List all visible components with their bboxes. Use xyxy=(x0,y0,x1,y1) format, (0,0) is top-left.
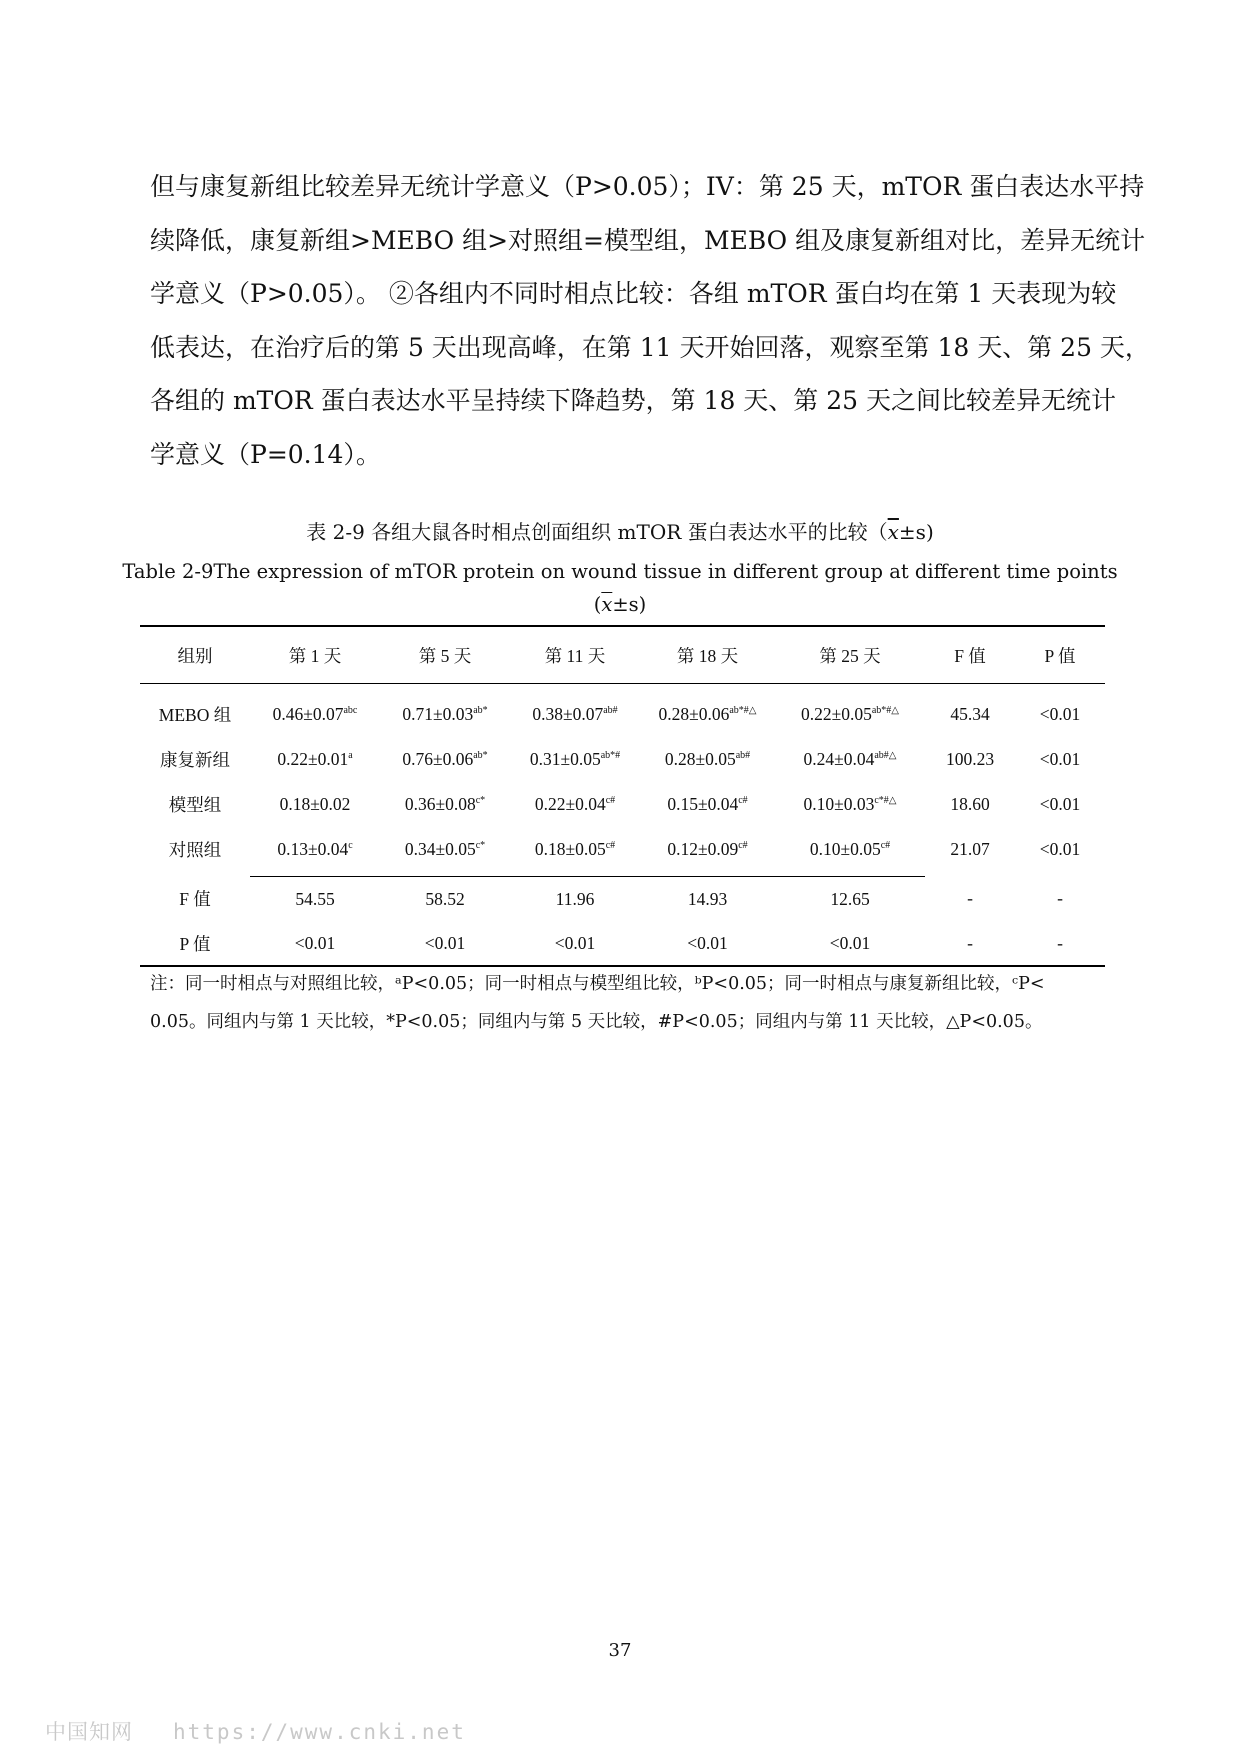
group-name-cell: 模型组 xyxy=(168,795,222,815)
stat-cell: 58.52 xyxy=(380,877,510,922)
significance-marker: c xyxy=(348,840,353,851)
table-footnote xyxy=(150,965,1095,1041)
value-cell xyxy=(640,737,775,782)
f-value-row xyxy=(140,877,1105,922)
p-value-cell: <0.01 xyxy=(1039,749,1081,769)
row-label: P 值 xyxy=(140,921,250,966)
stat-cell: - xyxy=(1057,888,1063,909)
mean-sd-value: 0.38±0.07 xyxy=(532,704,604,724)
value-cell xyxy=(510,737,640,782)
table-row xyxy=(140,684,1105,738)
body-line: 各组的 mTOR 蛋白表达水平呈持续下降趋势，第 18 天、第 25 天之间比较差异无统计 xyxy=(150,386,1117,415)
value-cell xyxy=(380,684,510,738)
caption-cn-text: 表 2-9 各组大鼠各时相点创面组织 mTOR 蛋白表达水平的比较（ xyxy=(306,520,888,544)
watermark-url: https://www.cnki.net xyxy=(173,1720,466,1744)
value-cell xyxy=(775,737,925,782)
f-value-cell: 18.60 xyxy=(950,794,990,814)
mean-sd-value: 0.28±0.06 xyxy=(658,704,730,724)
page-number: 37 xyxy=(608,1640,632,1661)
value-cell xyxy=(250,737,380,782)
f-value-cell: 100.23 xyxy=(945,749,995,769)
mean-sd-value: 0.22±0.04 xyxy=(534,794,606,814)
stat-cell: <0.01 xyxy=(380,921,510,966)
mean-sd-value: 0.36±0.08 xyxy=(404,794,476,814)
significance-marker: c# xyxy=(880,840,891,851)
column-header: P 值 xyxy=(1015,626,1105,684)
expression-table xyxy=(140,625,1105,967)
row-label: F 值 xyxy=(179,889,211,910)
stat-cell: - xyxy=(967,888,973,909)
significance-marker: ab*# xyxy=(600,750,621,761)
mean-sd-value: 0.46±0.07 xyxy=(272,704,344,724)
value-cell xyxy=(250,684,380,738)
p-value-cell: <0.01 xyxy=(1039,704,1081,724)
value-cell xyxy=(640,827,775,877)
significance-marker: ab* xyxy=(473,705,488,716)
stat-cell: <0.01 xyxy=(510,921,640,966)
mean-sd-value: 0.24±0.04 xyxy=(803,749,875,769)
value-cell xyxy=(380,782,510,827)
body-paragraph xyxy=(150,160,1150,481)
column-header: 组别 xyxy=(140,626,250,684)
mean-sd-value: 0.10±0.05 xyxy=(809,839,881,859)
mean-sd-value: 0.28±0.05 xyxy=(664,749,736,769)
value-cell xyxy=(380,737,510,782)
significance-marker: c# xyxy=(738,795,748,806)
significance-marker: ab* xyxy=(473,750,488,761)
value-cell xyxy=(775,827,925,877)
stat-cell: - xyxy=(925,921,1015,966)
group-name-cell: MEBO 组 xyxy=(158,705,232,725)
body-line: 低表达，在治疗后的第 5 天出现高峰，在第 11 天开始回落，观察至第 18 天、第 25 天， xyxy=(150,332,1150,362)
mean-sd-value: 0.22±0.01 xyxy=(277,749,349,769)
mean-sd-value: 0.76±0.06 xyxy=(402,749,474,769)
significance-marker: ab# xyxy=(735,750,751,761)
table-caption-en: Table 2-9The expression of mTOR protein on wound tissue in different group at different time points xyxy=(122,560,1118,583)
stat-cell: 14.93 xyxy=(640,877,775,922)
significance-marker: c* xyxy=(475,795,486,806)
footnote-line: 0.05。同组内与第 1 天比较，*P<0.05；同组内与第 5 天比较，#P<0.05；同组内与第 11 天比较，△P<0.05。 xyxy=(150,1012,1043,1032)
significance-marker: c* xyxy=(475,840,486,851)
body-line: 续降低，康复新组>MEBO 组>对照组=模型组，MEBO 组及康复新组对比，差异无统计 xyxy=(150,225,1146,255)
column-header: 第 25 天 xyxy=(775,626,925,684)
significance-marker: ab#△ xyxy=(874,750,897,761)
mean-sd-value: 0.18±0.02 xyxy=(279,794,351,814)
stat-cell: - xyxy=(1015,921,1105,966)
mean-sd-value: 0.13±0.04 xyxy=(277,839,349,859)
value-cell xyxy=(510,684,640,738)
stat-cell: 12.65 xyxy=(775,877,925,922)
significance-marker: c# xyxy=(738,840,748,851)
watermark-brand: 中国知网 xyxy=(45,1720,133,1744)
mean-symbol: $\overline{x}$ xyxy=(601,593,613,616)
caption-en2-open: ( xyxy=(593,593,602,616)
significance-marker: ab# xyxy=(603,705,618,716)
f-value-cell: 21.07 xyxy=(950,839,990,860)
stat-cell: <0.01 xyxy=(775,921,925,966)
stat-cell: 54.55 xyxy=(250,877,380,922)
header-row xyxy=(140,626,1105,684)
value-cell xyxy=(250,827,380,877)
value-cell xyxy=(510,827,640,877)
table-row xyxy=(140,782,1105,827)
mean-sd-value: 0.34±0.05 xyxy=(404,839,476,859)
p-value-row xyxy=(140,921,1105,966)
mean-sd-value: 0.31±0.05 xyxy=(529,749,601,769)
stat-cell: 11.96 xyxy=(510,877,640,922)
stat-cell: <0.01 xyxy=(640,921,775,966)
table-row xyxy=(140,737,1105,782)
column-header: 第 5 天 xyxy=(380,626,510,684)
significance-marker: a xyxy=(348,750,353,761)
p-value-cell: <0.01 xyxy=(1039,839,1081,860)
body-line: 但与康复新组比较差异无统计学意义（P>0.05）；IV：第 25 天，mTOR 蛋白表达水平持 xyxy=(150,172,1145,201)
column-header: 第 18 天 xyxy=(640,626,775,684)
column-header: 第 1 天 xyxy=(250,626,380,684)
value-cell xyxy=(640,782,775,827)
table-caption-en-suffix xyxy=(0,593,1240,617)
mean-sd-value: 0.10±0.03 xyxy=(803,794,875,814)
value-cell xyxy=(510,782,640,827)
significance-marker: c# xyxy=(605,795,616,806)
footnote-line: 注：同一时相点与对照组比较，ᵃP<0.05；同一时相点与模型组比较，ᵇP<0.05；同一时相点与康复新组比较，ᶜP< xyxy=(150,974,1045,994)
mean-sd-value: 0.15±0.04 xyxy=(667,794,739,814)
body-line: 学意义（P=0.14）。 xyxy=(150,439,381,469)
watermark xyxy=(45,1716,466,1746)
column-header: 第 11 天 xyxy=(510,626,640,684)
p-value-cell: <0.01 xyxy=(1039,794,1081,814)
table-caption-cn xyxy=(0,518,1240,546)
value-cell xyxy=(250,782,380,827)
caption-cn-end: ±s) xyxy=(898,520,934,544)
column-header: F 值 xyxy=(925,626,1015,684)
mean-sd-value: 0.18±0.05 xyxy=(534,839,606,859)
significance-marker: c# xyxy=(605,840,616,851)
mean-sd-value: 0.12±0.09 xyxy=(667,839,739,859)
value-cell xyxy=(775,684,925,738)
stat-cell: <0.01 xyxy=(250,921,380,966)
value-cell xyxy=(775,782,925,827)
value-cell xyxy=(380,827,510,877)
significance-marker: abc xyxy=(343,705,358,716)
value-cell xyxy=(640,684,775,738)
significance-marker: ab*#△ xyxy=(729,705,757,716)
mean-symbol: $\overline{x}$ xyxy=(887,520,899,544)
mean-sd-value: 0.22±0.05 xyxy=(801,704,872,724)
group-name-cell: 康复新组 xyxy=(160,750,230,770)
table-row xyxy=(140,827,1105,877)
body-line: 学意义（P>0.05）。 ②各组内不同时相点比较：各组 mTOR 蛋白均在第 1 天表现为较 xyxy=(150,279,1117,308)
caption-en2-end: ±s) xyxy=(612,593,647,616)
mean-sd-value: 0.71±0.03 xyxy=(402,704,474,724)
f-value-cell: 45.34 xyxy=(950,704,990,724)
significance-marker: ab*#△ xyxy=(871,705,899,716)
group-name-cell: 对照组 xyxy=(168,840,222,861)
significance-marker: c*#△ xyxy=(874,795,897,806)
